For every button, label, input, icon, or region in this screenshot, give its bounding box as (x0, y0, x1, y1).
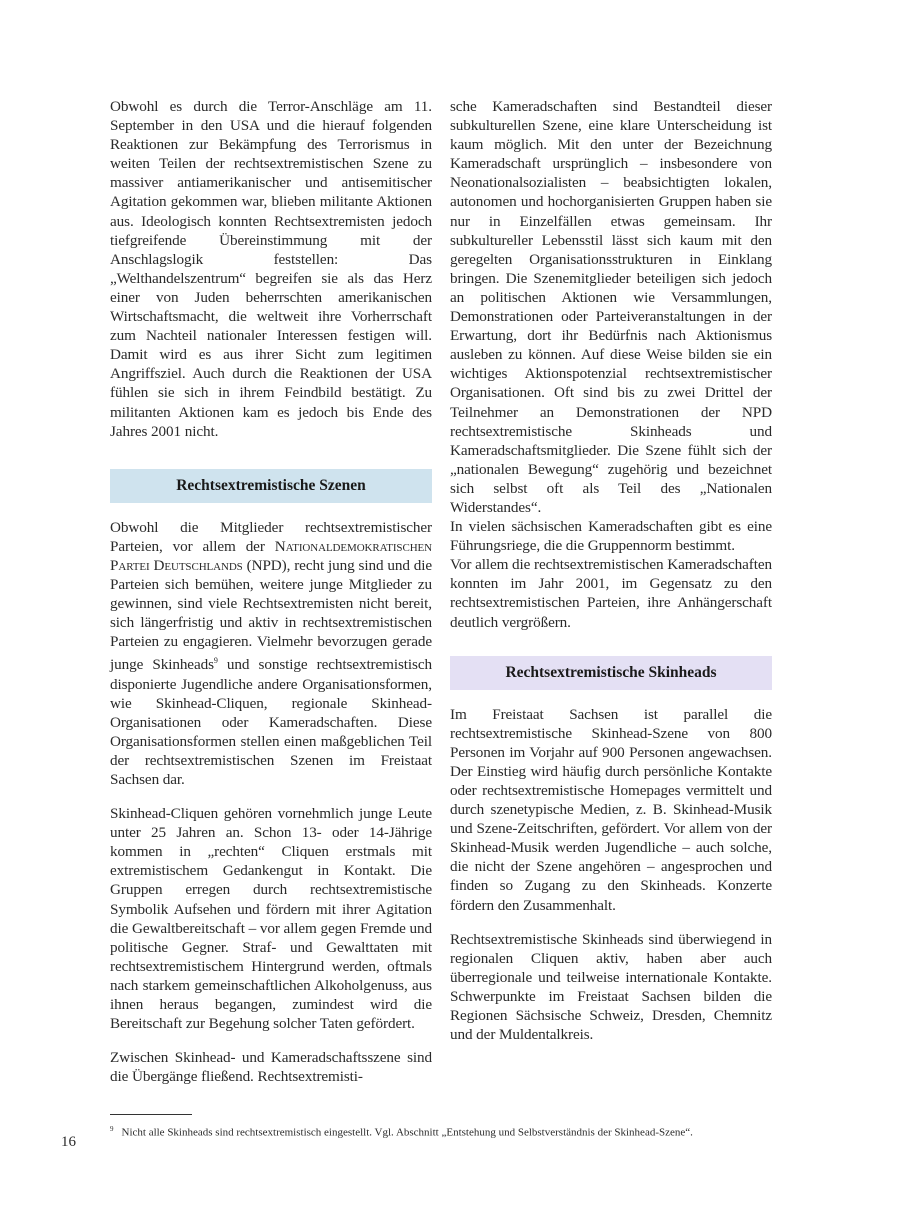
footnote-reference[interactable]: 9 (213, 656, 218, 666)
paragraph-skinhead-cliques: Skinhead-Cliquen gehören vornehmlich junge Leute unter 25 Jahren an. Schon 13- oder 14-Jährige kommen in „rechten“ Cliquen erstmals mit extremistischem Gedankengut in Kontakt. Die Gruppen erregen durch rechtsextremistische Symbolik Aufsehen und fördern mit ihrer Agitation die Gewaltbereitschaft – vor allem gegen Fremde und politische Gegner. Straf- und Gewalttaten mit rechtsextremistischem Hintergrund werden, oftmals nach starkem gemeinschaftlichen Alkoholgenuss, aus ihnen heraus begangen, zumindest wird die Bereitschaft zur Begehung solcher Taten gefördert. (110, 805, 432, 1033)
intro-paragraph: Obwohl es durch die Terror-Anschläge am 11. September in den USA und die hierauf folgenden Reaktionen zur Bekämpfung des Terrorismus in weiten Teilen der rechtsextremistischen Szene zu massiver antiamerikanischer und antisemitischer Agitation gekommen war, blieben militante Aktionen aus. Ideologisch konnten Rechtsextremisten jedoch tiefgreifende Übereinstimmung mit der Anschlagslogik feststellen: Das „Welthandelszentrum“ begreifen sie als das Herz einer von Juden beherrschten amerikanischen Wirtschaftsmacht, die weltweit ihre Vorherrschaft zum Nachteil nationaler Interessen festigen will. Damit wird es aus ihrer Sicht zum legitimen Angriffsziel. Auch durch die Reaktionen der USA fühlen sie sich in ihrem Feindbild bestätigt. Zu militanten Aktionen kam es jedoch bis Ende des Jahres 2001 nicht. (110, 98, 432, 440)
section-heading-rechtsextremistische-skinheads: Rechtsextremistische Skinheads (450, 656, 772, 690)
paragraph-growth: Vor allem die rechtsextremistischen Kameradschaften konnten im Jahr 2001, im Gegensatz zu den rechtsextremistischen Parteien, ihre Anhängerschaft deutlich vergrößern. (450, 556, 772, 631)
paragraph-parties-end: und sonstige rechtsextremistisch disponierte Jugendliche andere Organisationsformen, wie Skinhead-Cliquen, regionale Skinhead-Organisationen oder Kameradschaften. Diese Organisationsformen stellen einen maßgeblichen Teil der rechtsextremistischen Szenen im Freistaat Sachsen dar. (110, 656, 432, 788)
paragraph-parties-start: Obwohl die Mitglieder rechtsextremistischer Parteien, vor allem der (110, 518, 432, 555)
paragraph-skinhead-scene: Im Freistaat Sachsen ist parallel die rechtsextremistische Skinhead-Szene von 800 Personen im Vorjahr auf 900 Personen angewachsen. Der Einstieg wird häufig durch persönliche Kontakte oder rechtsextremistische Homepages vermittelt und durch szenetypische Medien, z. B. Skinhead-Musik und Szene-Zeitschriften, gefördert. Vor allem von der Skinhead-Musik werden Jugendliche – auch solche, die nicht der Szene angehören – angesprochen und finden so Zugang zu den Skinheads. Konzerte fördern den Zusammenhalt. (450, 705, 772, 914)
footnote-number: 9 (110, 1125, 114, 1133)
footnote-divider (110, 1114, 192, 1115)
footnote-text: Nicht alle Skinheads sind rechtsextremistisch eingestellt. Vgl. Abschnitt „Entstehung und Selbstverständnis der Skinhead-Szene“. (121, 1126, 693, 1139)
paragraph-kameradschaften: sche Kameradschaften sind Bestandteil dieser subkulturellen Szene, eine klare Unterscheidung ist kaum möglich. Mit den unter der Bezeichnung Kameradschaft ursprünglich – insbesondere von Neonationalsozialisten – beabsichtigten lokalen, autonomen und hochorganisierten Gruppen haben sie nur in Einzelfällen etwas gemeinsam. Ihr subkultureller Lebensstil lässt sich kaum mit den geregelten Organisationsstrukturen in Einklang bringen. Die Szenemitglieder beteiligen sich jedoch an politischen Aktionen wie Versammlungen, Demonstrationen oder Parteiveranstaltungen in der Erwartung, dort ihr Bedürfnis nach Aktionismus ausleben zu können. Auf diese Weise bilden sie ein wichtiges Aktionspotenzial rechtsextremistischer Organisationen. Oft sind bis zu zwei Drittel der Teilnehmer an Demonstrationen der NPD rechtsextremistische Skinheads und Kameradschaftsmitglieder. Die Szene fühlt sich der „nationalen Bewegung“ zugehörig und bezeichnet sich selbst oft als Teil des „Nationalen Widerstandes“. (450, 98, 772, 516)
footnote (110, 1122, 772, 1140)
party-name: Nationaldemokratischen Partei Deutschlands (110, 537, 432, 574)
paragraph-regional-cliques: Rechtsextremistische Skinheads sind überwiegend in regionalen Cliquen aktiv, haben aber auch überregionale und teilweise internationale Kontakte. Schwerpunkte im Freistaat Sachsen bilden die Regionen Sächsische Schweiz, Dresden, Chemnitz und der Muldentalkreis. (450, 930, 772, 1044)
paragraph-parties-middle: (NPD), recht jung sind und die Parteien sich bemühen, weitere junge Mitglieder zu gewinnen, sind viele Rechtsextremisten nicht bereit, sich längerfristig und aktiv in rechtsextremistischen Parteien zu engagieren. Vielmehr bevorzugen gerade junge Skinheads (110, 556, 432, 674)
paragraph-parties (110, 518, 432, 789)
paragraph-fuehrungsriege: In vielen sächsischen Kameradschaften gibt es eine Führungsriege, die die Gruppennorm bestimmt. (450, 518, 772, 555)
paragraph-kameradschaft-transition: Zwischen Skinhead- und Kameradschaftsszene sind die Übergänge fließend. Rechtsextremisti- (110, 1049, 432, 1086)
section-heading-rechtsextremistische-szenen: Rechtsextremistische Szenen (110, 469, 432, 503)
left-column (110, 97, 432, 1086)
page-number: 16 (61, 1134, 76, 1150)
right-column (450, 97, 772, 1044)
